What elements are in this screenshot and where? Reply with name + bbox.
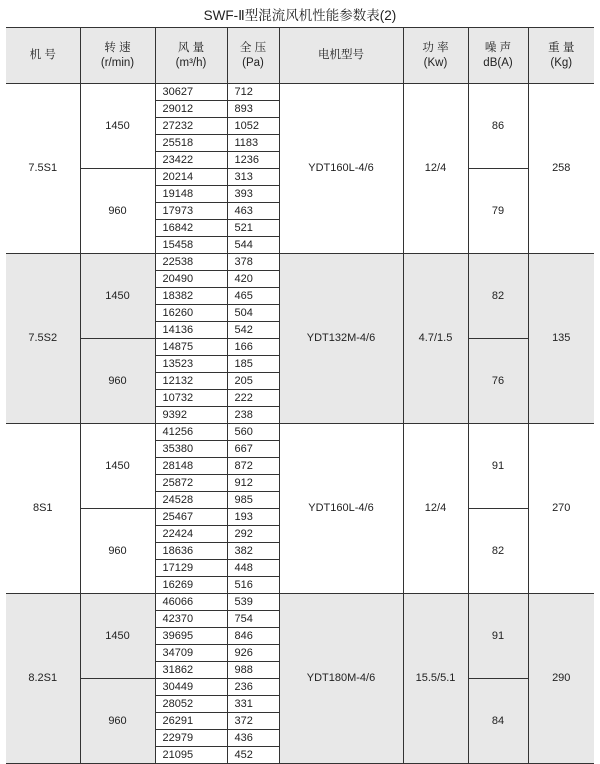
table-row xyxy=(6,594,594,611)
noise-cell: 76 xyxy=(468,339,528,424)
noise-cell: 84 xyxy=(468,679,528,764)
weight-cell: 270 xyxy=(528,424,594,594)
table-row xyxy=(6,254,594,271)
pressure-cell: 539 xyxy=(227,594,279,611)
weight-cell: 290 xyxy=(528,594,594,764)
airflow-cell: 22979 xyxy=(155,730,227,747)
pressure-cell: 393 xyxy=(227,186,279,203)
airflow-cell: 35380 xyxy=(155,441,227,458)
pressure-cell: 504 xyxy=(227,305,279,322)
pressure-cell: 166 xyxy=(227,339,279,356)
airflow-cell: 30627 xyxy=(155,84,227,101)
airflow-cell: 25467 xyxy=(155,509,227,526)
airflow-cell: 34709 xyxy=(155,645,227,662)
pressure-cell: 912 xyxy=(227,475,279,492)
airflow-cell: 46066 xyxy=(155,594,227,611)
pressure-cell: 1183 xyxy=(227,135,279,152)
model-group xyxy=(6,594,594,764)
pressure-cell: 292 xyxy=(227,526,279,543)
airflow-cell: 14875 xyxy=(155,339,227,356)
weight-cell: 135 xyxy=(528,254,594,424)
noise-cell: 86 xyxy=(468,84,528,169)
pressure-cell: 754 xyxy=(227,611,279,628)
pressure-cell: 205 xyxy=(227,373,279,390)
model-cell: 8S1 xyxy=(6,424,80,594)
model-cell: 7.5S2 xyxy=(6,254,80,424)
noise-cell: 91 xyxy=(468,424,528,509)
pressure-cell: 542 xyxy=(227,322,279,339)
power-cell: 4.7/1.5 xyxy=(403,254,468,424)
motor-cell: YDT132M-4/6 xyxy=(279,254,403,424)
airflow-cell: 28052 xyxy=(155,696,227,713)
header-weight: 重 量 (Kg) xyxy=(528,28,594,84)
airflow-cell: 16269 xyxy=(155,577,227,594)
model-group xyxy=(6,424,594,594)
speed-cell: 960 xyxy=(80,679,155,764)
pressure-cell: 667 xyxy=(227,441,279,458)
speed-cell: 1450 xyxy=(80,424,155,509)
pressure-cell: 420 xyxy=(227,271,279,288)
speed-cell: 1450 xyxy=(80,84,155,169)
pressure-cell: 1236 xyxy=(227,152,279,169)
speed-cell: 960 xyxy=(80,339,155,424)
noise-cell: 91 xyxy=(468,594,528,679)
power-cell: 15.5/5.1 xyxy=(403,594,468,764)
table-row xyxy=(6,84,594,101)
pressure-cell: 222 xyxy=(227,390,279,407)
pressure-cell: 893 xyxy=(227,101,279,118)
speed-cell: 1450 xyxy=(80,254,155,339)
noise-cell: 82 xyxy=(468,509,528,594)
airflow-cell: 23422 xyxy=(155,152,227,169)
header-motor: 电机型号 xyxy=(279,28,403,84)
pressure-cell: 872 xyxy=(227,458,279,475)
airflow-cell: 31862 xyxy=(155,662,227,679)
pressure-cell: 560 xyxy=(227,424,279,441)
pressure-cell: 926 xyxy=(227,645,279,662)
pressure-cell: 463 xyxy=(227,203,279,220)
header-pressure: 全 压 (Pa) xyxy=(227,28,279,84)
noise-cell: 79 xyxy=(468,169,528,254)
airflow-cell: 26291 xyxy=(155,713,227,730)
pressure-cell: 988 xyxy=(227,662,279,679)
motor-cell: YDT160L-4/6 xyxy=(279,84,403,254)
pressure-cell: 1052 xyxy=(227,118,279,135)
speed-cell: 960 xyxy=(80,169,155,254)
pressure-cell: 452 xyxy=(227,747,279,764)
header-power: 功 率 (Kw) xyxy=(403,28,468,84)
speed-cell: 960 xyxy=(80,509,155,594)
airflow-cell: 25518 xyxy=(155,135,227,152)
airflow-cell: 29012 xyxy=(155,101,227,118)
airflow-cell: 16842 xyxy=(155,220,227,237)
airflow-cell: 17129 xyxy=(155,560,227,577)
pressure-cell: 331 xyxy=(227,696,279,713)
airflow-cell: 22424 xyxy=(155,526,227,543)
airflow-cell: 39695 xyxy=(155,628,227,645)
airflow-cell: 14136 xyxy=(155,322,227,339)
airflow-cell: 30449 xyxy=(155,679,227,696)
pressure-cell: 544 xyxy=(227,237,279,254)
pressure-cell: 448 xyxy=(227,560,279,577)
pressure-cell: 436 xyxy=(227,730,279,747)
pressure-cell: 846 xyxy=(227,628,279,645)
table-row xyxy=(6,424,594,441)
airflow-cell: 27232 xyxy=(155,118,227,135)
power-cell: 12/4 xyxy=(403,84,468,254)
airflow-cell: 12132 xyxy=(155,373,227,390)
pressure-cell: 372 xyxy=(227,713,279,730)
pressure-cell: 378 xyxy=(227,254,279,271)
airflow-cell: 13523 xyxy=(155,356,227,373)
airflow-cell: 17973 xyxy=(155,203,227,220)
pressure-cell: 465 xyxy=(227,288,279,305)
airflow-cell: 16260 xyxy=(155,305,227,322)
pressure-cell: 313 xyxy=(227,169,279,186)
pressure-cell: 516 xyxy=(227,577,279,594)
airflow-cell: 22538 xyxy=(155,254,227,271)
airflow-cell: 20490 xyxy=(155,271,227,288)
pressure-cell: 985 xyxy=(227,492,279,509)
motor-cell: YDT180M-4/6 xyxy=(279,594,403,764)
noise-cell: 82 xyxy=(468,254,528,339)
power-cell: 12/4 xyxy=(403,424,468,594)
pressure-cell: 193 xyxy=(227,509,279,526)
airflow-cell: 9392 xyxy=(155,407,227,424)
model-cell: 7.5S1 xyxy=(6,84,80,254)
model-cell: 8.2S1 xyxy=(6,594,80,764)
airflow-cell: 42370 xyxy=(155,611,227,628)
pressure-cell: 521 xyxy=(227,220,279,237)
header-noise: 噪 声 dB(A) xyxy=(468,28,528,84)
header-airflow: 风 量 (m³/h) xyxy=(155,28,227,84)
performance-table xyxy=(6,27,594,764)
speed-cell: 1450 xyxy=(80,594,155,679)
pressure-cell: 712 xyxy=(227,84,279,101)
pressure-cell: 236 xyxy=(227,679,279,696)
model-group xyxy=(6,254,594,424)
motor-cell: YDT160L-4/6 xyxy=(279,424,403,594)
pressure-cell: 185 xyxy=(227,356,279,373)
model-group xyxy=(6,84,594,254)
airflow-cell: 21095 xyxy=(155,747,227,764)
airflow-cell: 20214 xyxy=(155,169,227,186)
airflow-cell: 24528 xyxy=(155,492,227,509)
airflow-cell: 19148 xyxy=(155,186,227,203)
airflow-cell: 18636 xyxy=(155,543,227,560)
header-row xyxy=(6,28,594,84)
airflow-cell: 10732 xyxy=(155,390,227,407)
airflow-cell: 28148 xyxy=(155,458,227,475)
airflow-cell: 18382 xyxy=(155,288,227,305)
airflow-cell: 15458 xyxy=(155,237,227,254)
pressure-cell: 382 xyxy=(227,543,279,560)
header-model: 机 号 xyxy=(6,28,80,84)
header-speed: 转 速 (r/min) xyxy=(80,28,155,84)
airflow-cell: 25872 xyxy=(155,475,227,492)
airflow-cell: 41256 xyxy=(155,424,227,441)
weight-cell: 258 xyxy=(528,84,594,254)
pressure-cell: 238 xyxy=(227,407,279,424)
table-title: SWF-Ⅱ型混流风机性能参数表(2) xyxy=(203,8,397,23)
